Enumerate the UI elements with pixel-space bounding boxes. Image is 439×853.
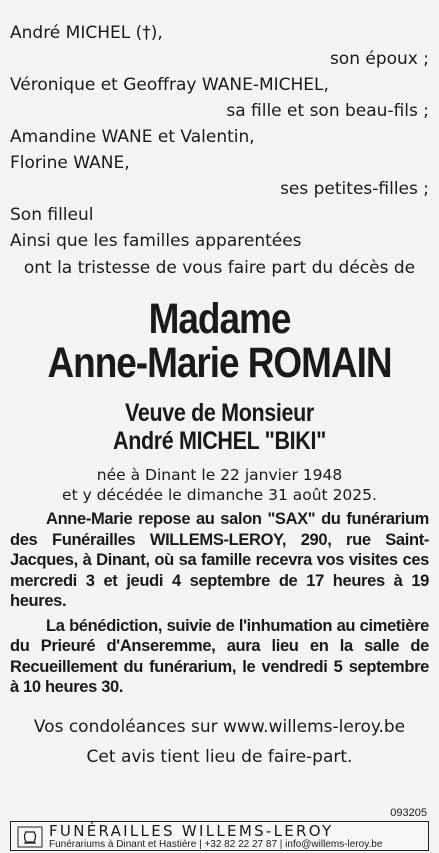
life-dates [10, 465, 429, 505]
family-line-2: son époux ; [329, 49, 429, 69]
family-line-9: Ainsi que les familles apparentées [10, 231, 302, 251]
urn-icon [17, 826, 43, 848]
funeral-home-footer [10, 821, 429, 851]
deceased-title [39, 297, 399, 385]
funeral-home-contact: Funérariums à Dinant et Hastière | +32 82 22 27 87 | info@willems-leroy.be [49, 839, 383, 850]
family-line-5: Amandine WANE et Valentin, [10, 127, 255, 147]
deceased-honorific: Madame [148, 295, 291, 343]
announcement-intro: ont la tristesse de vous faire part du décès de [23, 258, 416, 278]
deceased-name: Anne-Marie ROMAIN [47, 339, 392, 387]
widow-of [39, 399, 399, 455]
family-line-1: André MICHEL (†), [10, 23, 163, 43]
birth-date: née à Dinant le 22 janvier 1948 [96, 466, 343, 484]
family-line-3: Véronique et Geoffray WANE-MICHEL, [10, 75, 329, 95]
widow-line-1: Veuve de Monsieur [125, 399, 314, 427]
visitation-paragraph: Anne-Marie repose au salon "SAX" du funérarium des Funérailles WILLEMS-LEROY, 290, rue Saint-Jacques, à Dinant, où sa famille recevra vos visites ces mercredi 3 et jeudi 4 septembre de 17 heures à 19 heures. [10, 510, 429, 610]
family-line-6: Florine WANE, [10, 153, 130, 173]
funeral-home-name: FUNÉRAILLES WILLEMS-LEROY [49, 822, 334, 840]
family-line-7: ses petites-filles ; [280, 179, 429, 199]
notice-line: Cet avis tient lieu de faire-part. [86, 746, 353, 767]
widow-line-2: André MICHEL "BIKI" [113, 427, 326, 455]
family-line-4: sa fille et son beau-fils ; [226, 101, 429, 121]
obituary-page [0, 20, 439, 853]
reference-number: 093205 [390, 807, 427, 819]
condolences-line: Vos condoléances sur www.willems-leroy.be [33, 716, 406, 737]
ceremony-paragraph: La bénédiction, suivie de l'inhumation au cimetière du Prieuré d'Anseremme, aura lieu en la salle de Recueillement du funérarium, le vendredi 5 septembre à 10 heures 30. [10, 616, 429, 696]
death-date: et y décédée le dimanche 31 août 2025. [62, 486, 377, 504]
family-line-8: Son filleul [10, 205, 94, 225]
